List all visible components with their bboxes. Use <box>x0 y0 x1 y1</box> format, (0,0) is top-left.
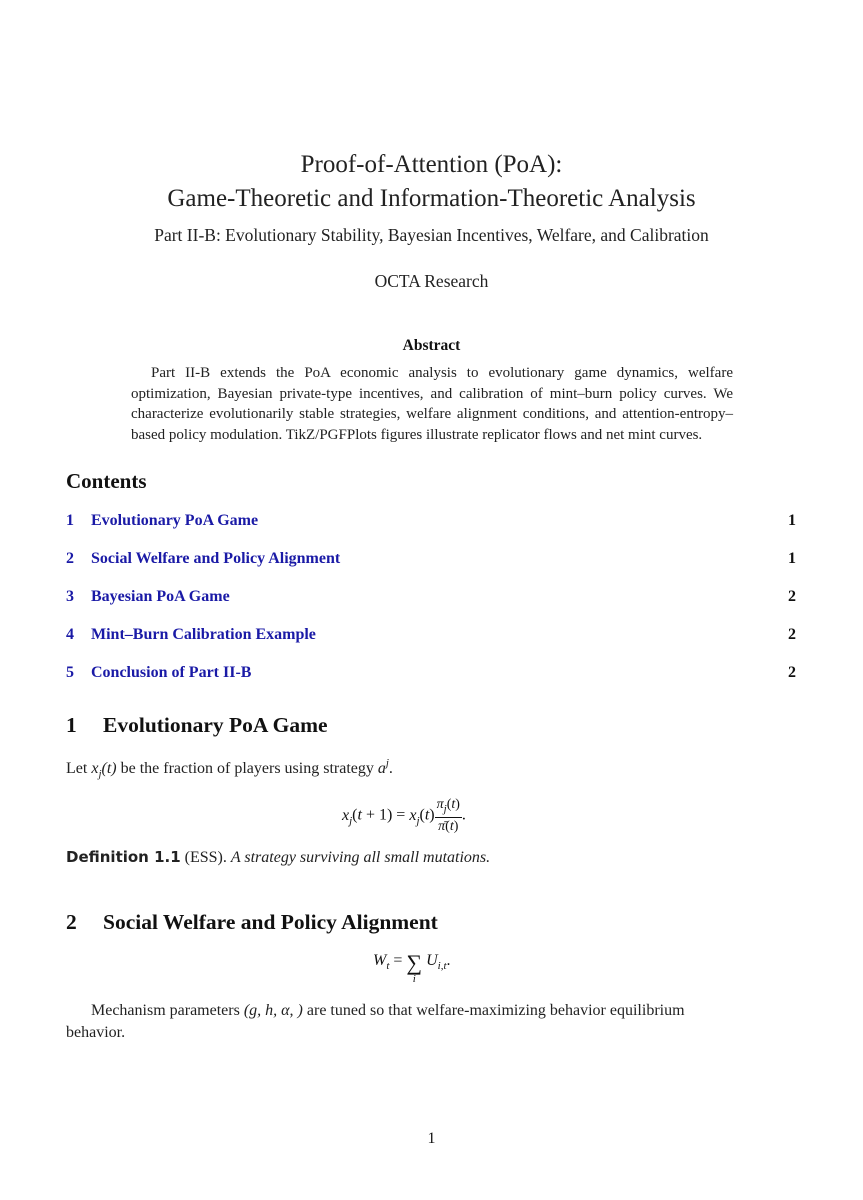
params-math: (g, h, α, ) <box>243 1002 303 1019</box>
contents-heading: Contents <box>66 469 147 493</box>
welfare-equation: $W_t$ = ∑ i $U_{i,t}$. <box>373 950 451 985</box>
section2-paragraph-cont: behavior. <box>66 1024 126 1041</box>
paper-title-line2: Game-Theoretic and Information-Theoretic Analysis <box>167 185 696 212</box>
intro-text: Let <box>66 760 92 777</box>
toc-entry[interactable] <box>66 626 796 650</box>
section-title: Evolutionary PoA Game <box>103 713 328 737</box>
author: OCTA Research <box>374 271 489 291</box>
section-number: 2 <box>66 910 77 934</box>
math-aj: $a^j$ <box>377 757 389 777</box>
replicator-equation: $x_j(t + 1) = x_j(t)$ $\frac{\pi_j(t)}{\pī(t)}$ . <box>342 797 466 834</box>
definition-ess <box>66 848 490 867</box>
toc-page: 2 <box>788 626 796 643</box>
toc-number: 3 <box>66 588 74 605</box>
section-title: Social Welfare and Policy Alignment <box>103 910 438 934</box>
toc-link[interactable]: Evolutionary PoA Game <box>91 512 259 529</box>
toc-link[interactable]: Bayesian PoA Game <box>91 588 230 605</box>
definition-label: Definition 1.1 <box>66 848 181 866</box>
toc-number: 2 <box>66 550 74 567</box>
definition-text: A strategy surviving all small mutations. <box>230 849 491 866</box>
toc-entry[interactable] <box>66 588 796 612</box>
section-heading <box>66 910 438 935</box>
toc-number: 1 <box>66 512 74 529</box>
paper-title-line1: Proof-of-Attention (PoA): <box>300 151 563 178</box>
toc-page: 1 <box>788 550 796 567</box>
toc-entry[interactable] <box>66 512 796 536</box>
abstract-text: Part II-B extends the PoA economic analysis to evolutionary game dynamics, welfare optimization, Bayesian private-type incentives, and calibration of mint–burn policy curves. We characterize evolutionarily stable strategies, welfare alignment conditions, and attention-entropy–based policy modulation. TikZ/PGFPlots figures illustrate replicator flows and net mint curves. <box>131 365 733 443</box>
paper-subtitle: Part II-B: Evolutionary Stability, Bayesian Incentives, Welfare, and Calibration <box>154 225 709 245</box>
toc-link[interactable]: Conclusion of Part II-B <box>91 664 252 681</box>
section2-paragraph <box>66 1002 796 1020</box>
toc-link[interactable]: Social Welfare and Policy Alignment <box>91 550 341 567</box>
para-text: are tuned so that welfare-maximizing behavior equilibrium <box>302 1002 685 1019</box>
math-xj-t: $x_j(t)$ <box>91 760 117 780</box>
toc-number: 5 <box>66 664 74 681</box>
intro-text: be the fraction of players using strategy <box>116 760 378 777</box>
para-text: Mechanism parameters <box>91 1002 244 1019</box>
toc-number: 4 <box>66 626 74 643</box>
toc-page: 2 <box>788 664 796 681</box>
section-number: 1 <box>66 713 77 737</box>
toc-page: 1 <box>788 512 796 529</box>
toc-link[interactable]: Mint–Burn Calibration Example <box>91 626 316 643</box>
toc-entry[interactable] <box>66 550 796 574</box>
section-heading <box>66 713 328 738</box>
abstract-heading: Abstract <box>402 337 461 354</box>
toc-page: 2 <box>788 588 796 605</box>
definition-tag: (ESS). <box>184 849 227 866</box>
page-number: 1 <box>427 1130 436 1147</box>
section1-intro: Let $x_j(t)$ be the fraction of players using strategy $a^j$. <box>66 757 393 780</box>
toc-entry[interactable] <box>66 664 796 688</box>
